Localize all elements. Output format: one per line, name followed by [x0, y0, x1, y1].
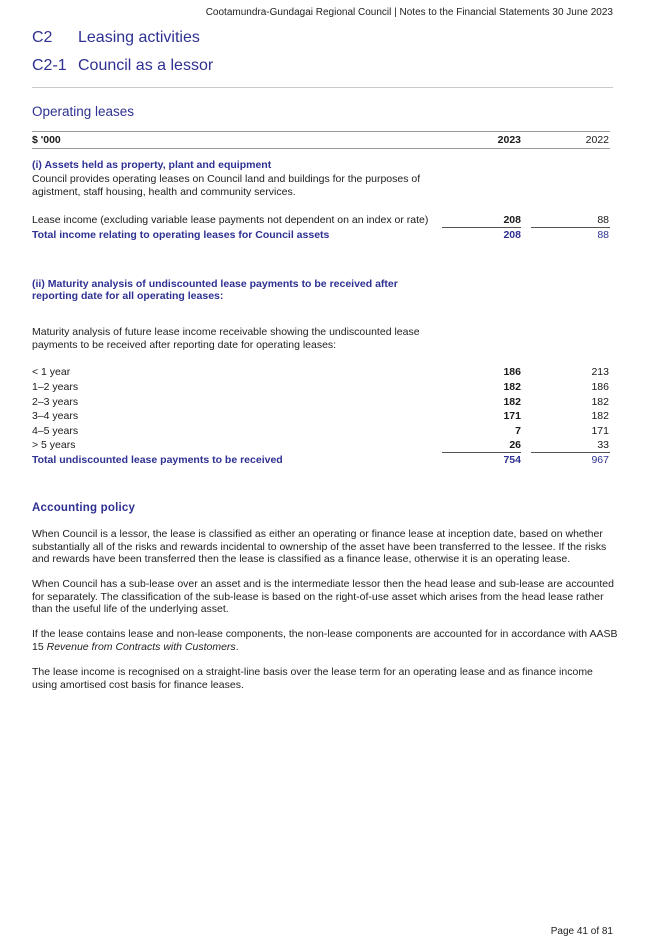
- text-fragment: .: [235, 640, 239, 653]
- page-header: Cootamundra-Gundagai Regional Council | Notes to the Financial Statements 30 June 2023: [205, 7, 613, 18]
- text-line: substantially all of the risks and rewards incidental to ownership of the asset have been transferred to the lessee. If the risks: [32, 540, 607, 553]
- policy-paragraph-3: [32, 628, 617, 653]
- row-label: 2–3 years: [32, 396, 79, 408]
- text-line: agistment, staff housing, health and community services.: [32, 185, 296, 198]
- value-2022: 186: [591, 381, 609, 393]
- text-line: The lease income is recognised on a straight-line basis over the lease term for an operating lease and as finance income: [32, 666, 593, 678]
- col-2022-header: 2022: [585, 134, 609, 146]
- text-line: than the useful life of the underlying asset.: [32, 603, 229, 615]
- heading-line: (ii) Maturity analysis of undiscounted lease payments to be received after: [32, 278, 398, 290]
- total-label: Total income relating to operating leases for Council assets: [32, 229, 330, 241]
- units-label: $ '000: [32, 134, 61, 146]
- value-2023: 171: [503, 410, 521, 422]
- value-2022: 182: [591, 410, 609, 422]
- table-row: [32, 365, 610, 379]
- table-row: [32, 213, 610, 227]
- policy-paragraph-1: [32, 528, 606, 566]
- value-2022: 213: [591, 366, 609, 378]
- value-2023: 7: [515, 425, 521, 437]
- text-fragment: 15: [32, 640, 47, 653]
- section-number: C2: [32, 29, 53, 46]
- text-line: When Council has a sub-lease over an asset and is the intermediate lessor then the head lease and sub-lease are accounted: [32, 578, 614, 590]
- section-ii-heading: [32, 278, 398, 302]
- total-2022: 967: [591, 454, 609, 466]
- text-line: Council provides operating leases on Council land and buildings for the purposes of: [32, 173, 421, 185]
- total-2023: 754: [503, 454, 521, 466]
- value-2022: 33: [597, 439, 609, 451]
- table-row: [32, 424, 610, 438]
- section-i-description: [32, 173, 420, 198]
- policy-paragraph-2: [32, 578, 614, 616]
- section-title-c2-1: [32, 57, 213, 75]
- value-2023: 186: [503, 366, 521, 378]
- standard-title: Revenue from Contracts with Customers: [46, 640, 236, 653]
- total-2022: 88: [597, 229, 609, 241]
- total-2023: 208: [503, 229, 521, 241]
- value-2023: 182: [503, 381, 521, 393]
- row-label: 4–5 years: [32, 425, 79, 437]
- divider: [32, 87, 613, 88]
- value-2023: 26: [509, 439, 521, 451]
- policy-paragraph-4: [32, 666, 593, 691]
- text-line: Maturity analysis of future lease income receivable showing the undiscounted lease: [32, 326, 420, 338]
- col-2023-header: 2023: [497, 134, 521, 146]
- table-row: [32, 380, 610, 394]
- subsection-number: C2-1: [32, 57, 67, 74]
- value-2023: 182: [503, 396, 521, 408]
- text-line: using amortised cost basis for finance leases.: [32, 678, 244, 691]
- table-row: [32, 409, 610, 423]
- row-label: < 1 year: [32, 366, 71, 378]
- total-row: [32, 453, 610, 467]
- row-label: > 5 years: [32, 439, 76, 451]
- row-label: Lease income (excluding variable lease payments not dependent on an index or rate): [32, 214, 429, 226]
- total-row: [32, 228, 610, 242]
- table-row: [32, 438, 610, 452]
- subsection-title-text: Council as a lessor: [78, 57, 214, 74]
- text-line: and rewards have been transferred then the lease is classified as a finance lease, otherwise it is an operating lease.: [32, 553, 571, 565]
- accounting-policy-heading: Accounting policy: [32, 502, 136, 514]
- text-line: for separately. The classification of the sub-lease is based on the right-of-use asset which arises from the head lease rather: [32, 590, 604, 603]
- total-label: Total undiscounted lease payments to be received: [32, 454, 283, 466]
- text-line: payments to be received after reporting date for operating leases:: [32, 338, 337, 351]
- section-title-text: Leasing activities: [78, 29, 200, 46]
- table-header: [32, 131, 610, 149]
- row-label: 3–4 years: [32, 410, 79, 422]
- text-line: [32, 641, 617, 654]
- section-ii-description: [32, 326, 420, 351]
- page-number: Page 41 of 81: [550, 926, 613, 937]
- section-title-c2: [32, 29, 200, 47]
- heading-line: reporting date for all operating leases:: [32, 290, 224, 302]
- row-label: 1–2 years: [32, 381, 79, 393]
- value-2022: 88: [597, 214, 609, 226]
- value-2022: 171: [591, 425, 609, 437]
- table-row: [32, 395, 610, 409]
- value-2022: 182: [591, 396, 609, 408]
- value-2023: 208: [503, 214, 521, 226]
- operating-leases-heading: Operating leases: [32, 104, 135, 119]
- text-line: If the lease contains lease and non-lease components, the non-lease components are accounted for in accordance with AASB: [32, 628, 618, 640]
- section-i-heading: (i) Assets held as property, plant and equipment: [32, 159, 272, 171]
- text-line: When Council is a lessor, the lease is classified as either an operating or finance lease at inception date, based on whether: [32, 528, 603, 540]
